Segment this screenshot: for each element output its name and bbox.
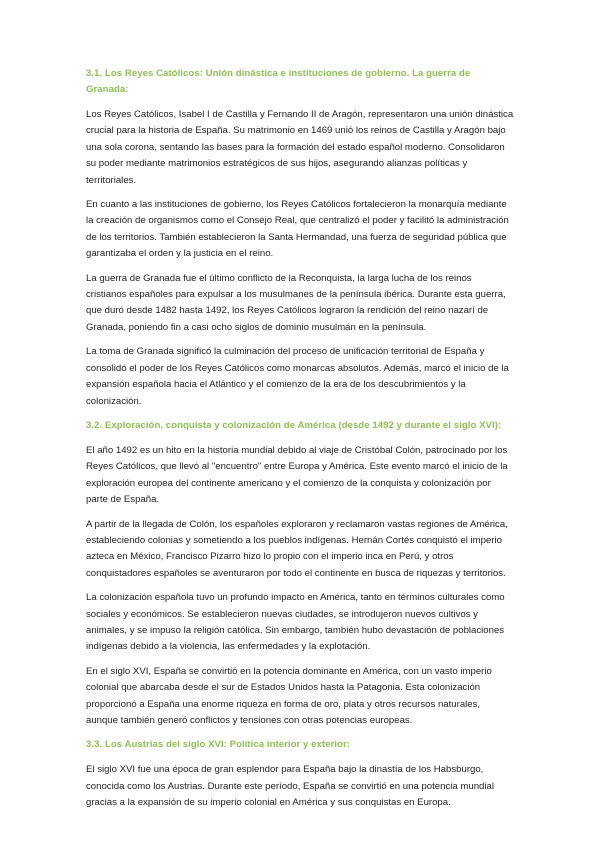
section-heading: 3.1. Los Reyes Católicos: Unión dinástica e instituciones de gobierno. La guerra de Granada: bbox=[86, 68, 471, 95]
paragraph: La colonización española tuvo un profundo impacto en América, tanto en términos culturales como sociales y económicos. Se establecieron nuevas ciudades, se introdujeron nuevos cultivos y animales, y se impuso la religión católica. Sin embargo, también hubo devastación de poblaciones indígenas debido a la violencia, las enfermedades y la explotación. bbox=[86, 592, 505, 653]
paragraph: Los Reyes Católicos, Isabel I de Castilla y Fernando II de Aragón, representaron una unión dinástica crucial para la historia de España. Su matrimonio en 1469 unió los reinos de Castilla y Aragón bajo una sola corona, sentando las bases para la formación del estado español moderno. Consolidaron su poder mediante matrimonios estratégicos de sus hijos, asegurando alianzas políticas y territoriales. bbox=[86, 109, 514, 186]
section-america bbox=[86, 418, 514, 730]
section-reyes-catolicos bbox=[86, 66, 514, 410]
paragraph: La toma de Granada significó la culminación del proceso de unificación territorial de España y consolidó el poder de los Reyes Católicos como monarcas absolutos. Además, marcó el inicio de la expansión española hacia el Atlántico y el comienzo de la era de los descubrimientos y la colonización. bbox=[86, 346, 509, 407]
paragraph: El siglo XVI fue una época de gran esplendor para España bajo la dinastía de los Habsburgo, conocida como los Austrias. Durante este período, España se convirtió en una potencia mundial gracias a la expansión de su imperio colonial en América y sus conquistas en Europa. bbox=[86, 764, 494, 809]
paragraph: A partir de la llegada de Colón, los españoles exploraron y reclamaron vastas regiones de América, estableciendo colonias y sometiendo a los pueblos indígenas. Hernán Cortés conquistó el imperio azteca en México, Francisco Pizarro hizo lo propio con el imperio inca en Perú, y otros conquistadores españoles se aventuraron por todo el continente en busca de riquezas y territorios. bbox=[86, 518, 508, 579]
paragraph: En cuanto a las instituciones de gobierno, los Reyes Católicos fortalecieron la monarquía mediante la creación de organismos como el Consejo Real, que centralizó el poder y facilitó la administración de los territorios. También establecieron la Santa Hermandad, una fuerza de seguridad pública que garantizaba el orden y la justicia en el reino. bbox=[86, 199, 509, 260]
document-page bbox=[86, 66, 514, 820]
section-heading: 3.2. Exploración, conquista y colonización de América (desde 1492 y durante el siglo XVI): bbox=[86, 419, 502, 431]
paragraph: El año 1492 es un hito en la historia mundial debido al viaje de Cristóbal Colón, patrocinado por los Reyes Católicos, que llevó al "encuentro" entre Europa y América. Este evento marcó el inicio de la exploración europea del continente americano y el comienzo de la conquista y colonización por parte de España. bbox=[86, 444, 508, 506]
paragraph: La guerra de Granada fue el último conflicto de la Reconquista, la larga lucha de los reinos cristianos españoles para expulsar a los musulmanes de la península ibérica. Durante esta guerra, que duró desde 1482 hasta 1492, los Reyes Católicos lograron la rendición del reino nazarí de Granada, poniendo fin a casi ocho siglos de dominio musulmán en la península. bbox=[86, 272, 506, 333]
paragraph: En el siglo XVI, España se convirtió en la potencia dominante en América, con un vasto imperio colonial que abarcaba desde el sur de Estados Unidos hasta la Patagonia. Esta colonización proporcionó a España una enorme riqueza en forma de oro, plata y otros recursos naturales, aunque también generó conflictos y tensiones con otras potencias europeas. bbox=[86, 665, 492, 726]
section-austrias bbox=[86, 737, 514, 811]
section-heading: 3.3. Los Austrias del siglo XVI: Política interior y exterior: bbox=[86, 739, 350, 751]
